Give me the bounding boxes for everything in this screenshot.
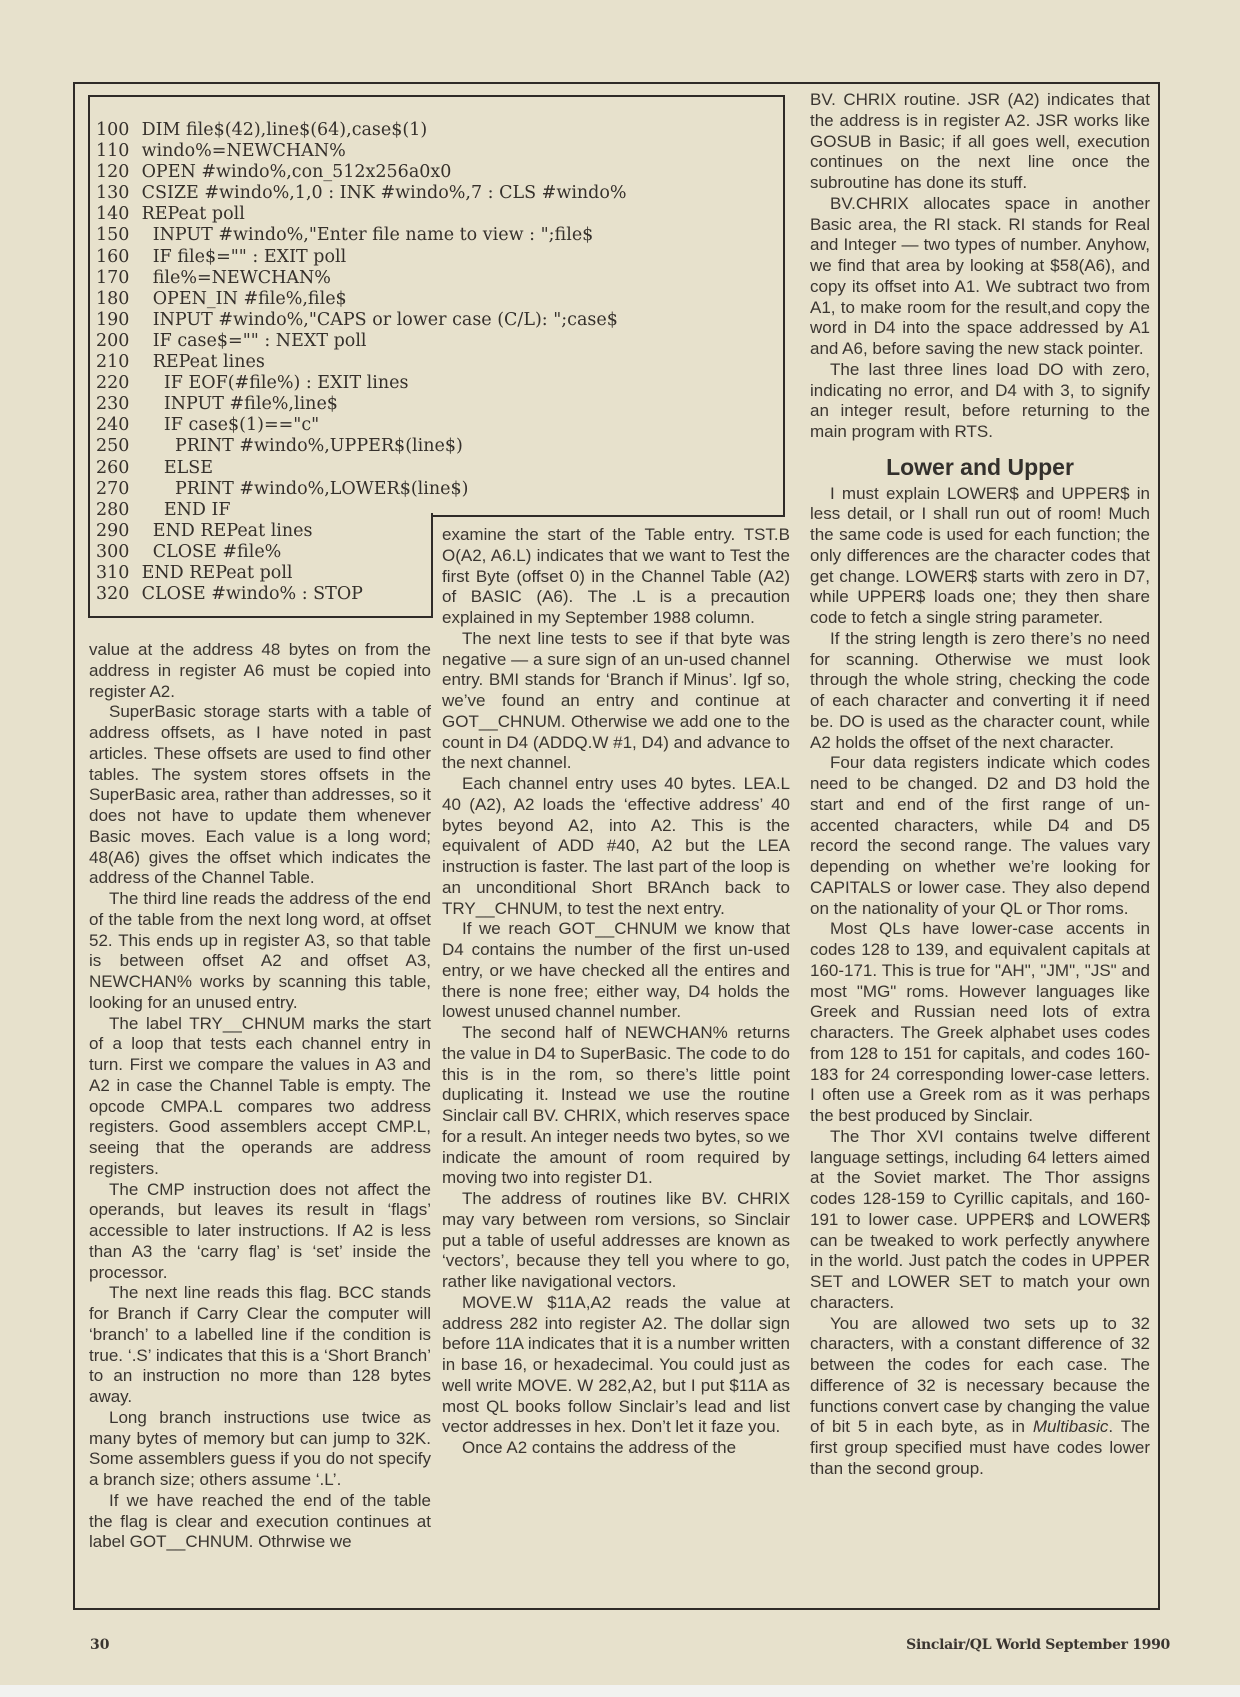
article-paragraph: Most QLs have lower-case accents in codes 128 to 139, and equivalent capitals at 160-171. This is true for "AH", "JM", "JS" and most "MG" roms. However languages like Greek and Russian need lots of extra characters. The Greek alphabet uses codes from 128 to 151 for capitals, and codes 160-183 for 24 corresponding lower-case letters. I often use a Greek rom as it was perhaps the best produced by Sinclair. <box>810 919 1150 1125</box>
line-number: 170 <box>96 267 130 288</box>
code-statement: INPUT #windo%,"CAPS or lower case (C/L): ";case$ <box>141 309 618 330</box>
magazine-reference: Multibasic <box>1032 1417 1109 1437</box>
page-number: 30 <box>90 1637 110 1653</box>
code-line <box>96 436 627 457</box>
code-line <box>96 247 627 268</box>
paragraph-text: You are allowed two sets up to 32 characters, with a constant difference of 32 between the codes for each case. The difference of 32 is necessary because the functions convert case by changing the value of bit 5 in each byte, as in <box>810 1313 1150 1437</box>
article-paragraph: examine the start of the Table entry. TST.B O(A2, A6.L) indicates that we want to Test the first Byte (offset 0) in the Channel Table (A2) of BASIC (A6). The .L is a precaution explained in my September 1988 column. <box>442 525 790 627</box>
line-number: 160 <box>96 246 130 267</box>
code-statement: END IF <box>141 499 231 520</box>
article-paragraph: The Thor XVI contains twelve different language settings, including 64 letters aimed at the Soviet market. The Thor assigns codes 128-159 to Cyrillic capitals, and 160-191 to lower case. UPPER$ and LOWER$ can be tweaked to work perfectly anywhere in the world. Just patch the codes in UPPER SET and LOWER SET to match your own characters. <box>810 1126 1150 1312</box>
code-statement: CSIZE #windo%,1,0 : INK #windo%,7 : CLS #windo% <box>141 183 627 204</box>
article-paragraph: value at the address 48 bytes on from the address in register A6 must be copied into register A2. <box>89 640 431 701</box>
line-number: 200 <box>96 330 130 351</box>
code-statement: REPeat poll <box>141 204 245 225</box>
code-line <box>96 458 627 479</box>
article-paragraph: Long branch instructions use twice as many bytes of memory but can jump to 32K. Some assemblers guess if you do not specify a branch size; others assume ‘.L’. <box>89 1407 431 1489</box>
line-number: 140 <box>96 204 130 225</box>
line-number: 190 <box>96 309 130 330</box>
magazine-issue: Sinclair/QL World September 1990 <box>906 1637 1170 1653</box>
article-paragraph: The next line reads this flag. BCC stands for Branch if Carry Clear the computer will ‘branch’ to a labelled line if the condition is true. ‘.S’ indicates that this is a ‘Short Branch’ to an instruction no more than 128 bytes away. <box>89 1283 431 1406</box>
code-line <box>96 225 627 246</box>
article-paragraph: The second half of NEWCHAN% returns the value in D4 to SuperBasic. The code to do this is in the rom, so there’s little point duplicating it. Instead we use the routine Sinclair call BV. CHRIX, which reserves space for a result. An integer needs two bytes, so we indicate the amount of room required by moving two into register D1. <box>442 1023 790 1188</box>
line-number: 280 <box>96 499 130 520</box>
code-line <box>96 289 627 310</box>
code-line <box>96 394 627 415</box>
article-paragraph: If the string length is zero there’s no need for scanning. Otherwise we must look through the whole string, checking the code of each character and converting it if need be. DO is used as the character count, while A2 holds the offset of the next character. <box>810 628 1150 752</box>
code-statement: IF case$(1)=="c" <box>141 415 320 436</box>
code-statement: windo%=NEWCHAN% <box>141 141 346 162</box>
article-paragraph: BV. CHRIX routine. JSR (A2) indicates that the address is in register A2. JSR works like GOSUB in Basic; if all goes well, execution continues on the next line once the subroutine has done its stuff. <box>810 90 1150 192</box>
article-paragraph: The address of routines like BV. CHRIX may vary between rom versions, so Sinclair put a table of useful addresses are known as ‘vectors’, because they tell you where to go, rather like navigational vectors. <box>442 1189 790 1291</box>
article-paragraph: If we reach GOT__CHNUM we know that D4 contains the number of the first un-used entry, or we have checked all the entires and there is none free; either way, D4 holds the lowest unused channel number. <box>442 919 790 1022</box>
article-paragraph <box>810 1314 1150 1480</box>
code-statement: INPUT #file%,line$ <box>141 394 338 415</box>
article-paragraph: The CMP instruction does not affect the operands, but leaves its result in ‘flags’ accessible to later instructions. If A2 is less than A3 the ‘carry flag’ is ‘set’ inside the processor. <box>89 1179 431 1282</box>
article-column-2 <box>442 525 790 1459</box>
line-number: 320 <box>96 584 130 605</box>
code-statement: OPEN_IN #file%,file$ <box>141 288 347 309</box>
code-line <box>96 162 627 183</box>
code-line <box>96 310 627 331</box>
code-statement: IF EOF(#file%) : EXIT lines <box>141 373 409 394</box>
code-statement: ELSE <box>141 457 213 478</box>
article-column-1 <box>89 640 431 1553</box>
section-heading: Lower and Upper <box>886 453 1074 480</box>
article-paragraph: SuperBasic storage starts with a table of address offsets, as I have noted in past articles. These offsets are used to find other tables. The system stores offsets in the SuperBasic area, rather than addresses, so it does not have to update them whenever Basic moves. Each value is a long word; 48(A6) gives the offset which indicates the address of the Channel Table. <box>89 702 431 888</box>
code-line <box>96 120 627 141</box>
code-line <box>96 204 627 225</box>
code-line <box>96 352 627 373</box>
article-paragraph: Four data registers indicate which codes need to be changed. D2 and D3 hold the start and end of the first range of un-accented characters, while D4 and D5 record the second range. The values vary depending on whether we’re looking for CAPITALS or lower case. They also depend on the nationality of your QL or Thor roms. <box>810 753 1150 918</box>
article-paragraph: The label TRY__CHNUM marks the start of a loop that tests each channel entry in turn. First we compare the values in A3 and A2 in case the Channel Table is empty. The opcode CMPA.L compares two address registers. Good assemblers accept CMP.L, seeing that the operands are address registers. <box>89 1013 431 1178</box>
code-line <box>96 415 627 436</box>
article-paragraph: Each channel entry uses 40 bytes. LEA.L 40 (A2), A2 loads the ‘effective address’ 40 bytes beyond A2, into A2. This is the equivalent of ADD #40, A2 but the LEA instruction is faster. The last part of the loop is an unconditional Short BRAnch back to TRY__CHNUM, to test the next entry. <box>442 774 790 918</box>
article-paragraph: Once A2 contains the address of the <box>462 1438 737 1457</box>
code-line <box>96 373 627 394</box>
article-paragraph: The third line reads the address of the end of the table from the next long word, at offset 52. This ends up in register A3, so that table is between offset A2 and offset A3, NEWCHAN% works by scanning this table, looking for an unused entry. <box>89 889 431 1012</box>
line-number: 290 <box>96 520 130 541</box>
line-number: 110 <box>96 141 130 162</box>
code-statement: OPEN #windo%,con_512x256a0x0 <box>141 162 452 183</box>
line-number: 250 <box>96 436 130 457</box>
article-paragraph: I must explain LOWER$ and UPPER$ in less detail, or I shall run out of room! Much the same code is used for each function; the only differences are the character codes that get change. LOWER$ starts with zero in D7, while UPPER$ loads one; they then share code to fetch a single string parameter. <box>810 483 1150 627</box>
code-line <box>96 500 627 521</box>
code-line <box>96 479 627 500</box>
code-line <box>96 183 627 204</box>
line-number: 260 <box>96 457 130 478</box>
code-statement: PRINT #windo%,UPPER$(line$) <box>141 436 463 457</box>
code-statement: END REPeat lines <box>141 520 313 541</box>
line-number: 270 <box>96 478 130 499</box>
line-number: 310 <box>96 562 130 583</box>
code-statement: DIM file$(42),line$(64),case$(1) <box>141 120 428 140</box>
line-number: 130 <box>96 183 130 204</box>
article-paragraph: MOVE.W $11A,A2 reads the value at address 282 into register A2. The dollar sign before 11A indicates that it is a number written in base 16, or hexadecimal. You could just as well write MOVE. W 282,A2, but I put $11A as most QL books follow Sinclair’s lead and list vector addresses in hex. Don’t let it faze you. <box>442 1292 790 1437</box>
article-paragraph: The next line tests to see if that byte was negative — a sure sign of an un-used channel entry. BMI stands for ‘Branch if Minus’. Igf so, we’ve found an entry and continue at GOT__CHNUM. Otherwise we add one to the count in D4 (ADDQ.W #1, D4) and advance to the next channel. <box>442 628 790 773</box>
line-number: 230 <box>96 394 130 415</box>
code-statement: CLOSE #windo% : STOP <box>141 584 363 605</box>
code-statement: REPeat lines <box>141 352 265 373</box>
line-number: 100 <box>96 120 130 140</box>
code-statement: CLOSE #file% <box>141 541 282 562</box>
code-line <box>96 141 627 162</box>
code-statement: INPUT #windo%,"Enter file name to view : ";file$ <box>141 225 594 246</box>
code-line <box>96 331 627 352</box>
line-number: 180 <box>96 288 130 309</box>
article-paragraph: If we have reached the end of the table the flag is clear and execution continues at label GOT__CHNUM. Othrwise we <box>89 1490 431 1552</box>
code-line <box>96 268 627 289</box>
paragraph-text: . The first group specified must have codes lower than the second group. <box>810 1417 1151 1478</box>
article-paragraph: BV.CHRIX allocates space in another Basic area, the RI stack. RI stands for Real and Integer — two types of number. Anyhow, we find that area by looking at $58(A6), and copy its offset into A1. We subtract two from A1, to make room for the result,and copy the word in D4 into the space addressed by A1 and A6, before saving the new stack pointer. <box>810 193 1150 358</box>
line-number: 210 <box>96 352 130 373</box>
article-column-3 <box>810 90 1150 1480</box>
article-paragraph: The last three lines load DO with zero, indicating no error, and D4 with 3, to signify an integer result, before returning to the main program with RTS. <box>810 359 1150 441</box>
line-number: 240 <box>96 415 130 436</box>
scan-edge <box>0 1685 1240 1697</box>
line-number: 300 <box>96 541 130 562</box>
code-statement: END REPeat poll <box>141 562 293 583</box>
line-number: 120 <box>96 162 130 183</box>
code-statement: IF file$="" : EXIT poll <box>141 246 347 267</box>
code-statement: IF case$="" : NEXT poll <box>141 330 367 351</box>
code-statement: PRINT #windo%,LOWER$(line$) <box>141 478 469 499</box>
line-number: 220 <box>96 373 130 394</box>
line-number: 150 <box>96 225 130 246</box>
code-statement: file%=NEWCHAN% <box>141 267 331 288</box>
